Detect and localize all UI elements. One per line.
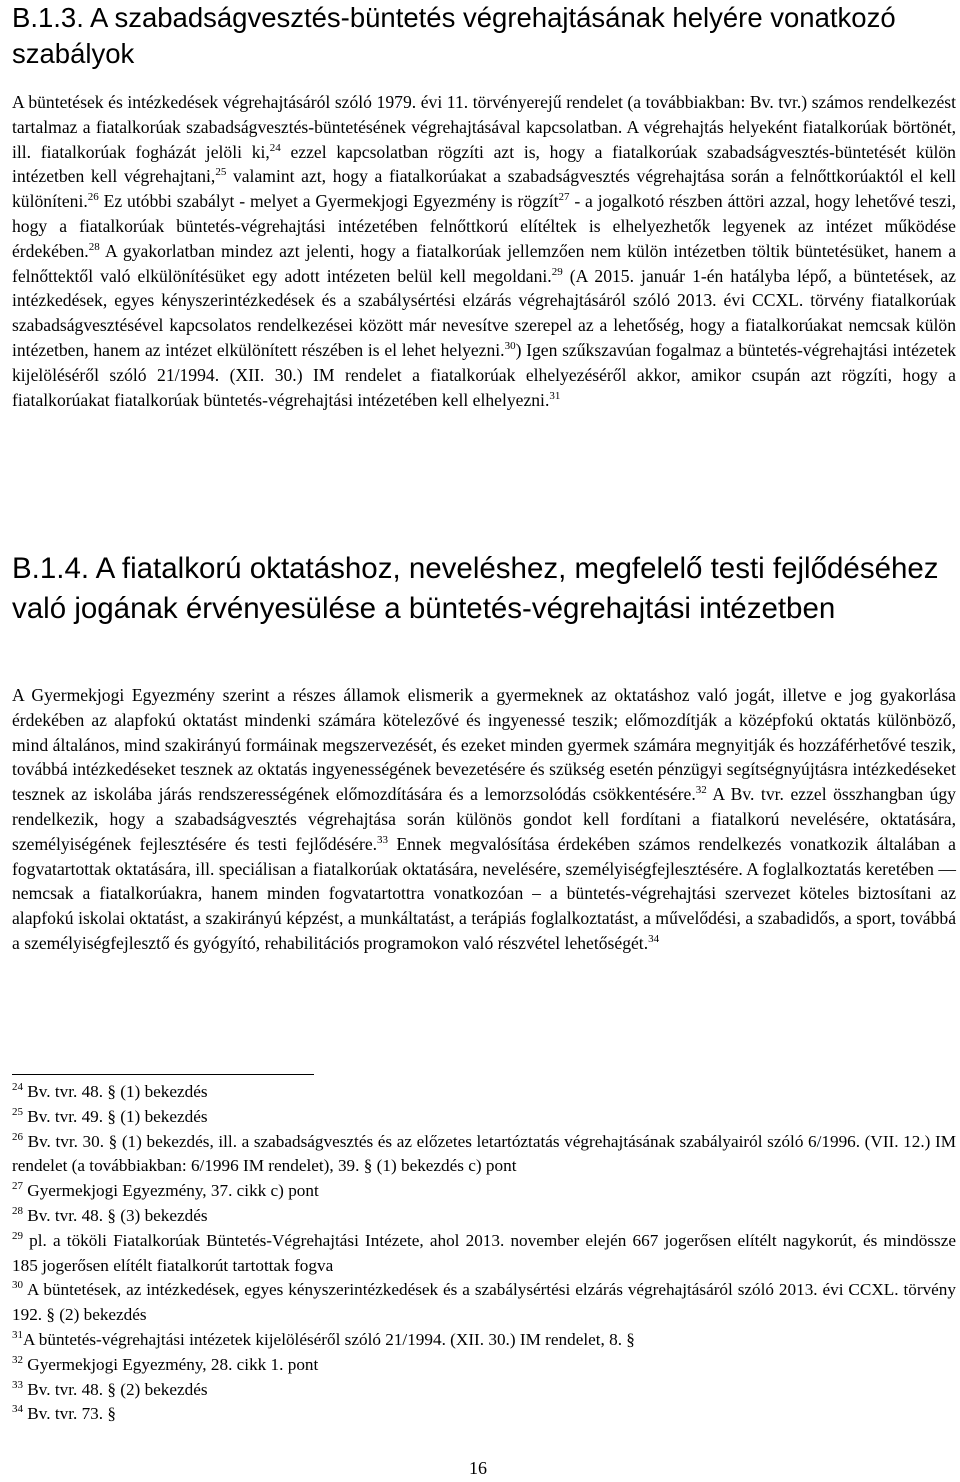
footnote-ref[interactable]: 25 — [215, 166, 227, 179]
footnote-number: 33 — [12, 1378, 23, 1391]
footnote-number: 26 — [12, 1130, 23, 1143]
footnote-item — [12, 1179, 956, 1204]
footnote-item — [12, 1278, 956, 1328]
footnote-text: A büntetések, az intézkedések, egyes kényszerintézkedések és a szabálysértési elzárás végrehajtásáról szóló 2013. évi CCXL. törvény 192. § (2) bekezdés — [12, 1280, 956, 1325]
footnote-text: Gyermekjogi Egyezmény, 28. cikk 1. pont — [23, 1354, 319, 1374]
footnote-item — [12, 1105, 956, 1130]
footnote-text: Bv. tvr. 48. § (3) bekezdés — [23, 1205, 208, 1225]
footnote-ref[interactable]: 29 — [551, 265, 563, 278]
paragraph-text: ezzel kapcsolatban rögzíti azt is, hogy a fiatalkorúak szabadságvesztés-büntetését külön intézetben kell végrehajtani, — [12, 141, 956, 187]
paragraph-text: (A 2015. január 1-én hatályba lépő, a büntetések, az intézkedések, egyes kényszerintézkedések és a szabálysértési elzárás végrehajtásáról szóló 2013. évi CCXL. törvény fiatalkorúak szabadságvesztésével kapcsolatos rendelkezései között már nevesítve szerepel az a lehetőség, hogy a fiatalkorúakat nemcsak külön intézetben, hanem az intézet elkülönített részében is el lehet helyezni. — [12, 265, 956, 360]
section-paragraph-b-1-3 — [12, 90, 956, 412]
footnote-number: 32 — [12, 1353, 23, 1366]
footnote-number: 31 — [12, 1328, 23, 1341]
footnote-number: 34 — [12, 1403, 23, 1416]
section-heading-b-1-3: B.1.3. A szabadságvesztés-büntetés végrehajtásának helyére vonatkozó szabályok — [12, 2, 896, 69]
paragraph-text: ) Igen szűkszavúan fogalmaz a büntetés-végrehajtási intézetek kijelöléséről szóló 21/1994. (XII. 30.) IM rendelet a fiatalkorúak elhelyezéséről akkor, amikor csupán azt rögzíti, hogy a fiatalkorúakat fiatalkorúak büntetés-végrehajtási intézetében kell elhelyezni. — [12, 339, 956, 410]
footnote-text: Bv. tvr. 48. § (1) bekezdés — [23, 1082, 208, 1101]
paragraph-text: - a jogalkotó részben áttöri azzal, hogy lehetővé teszi, hogy a fiatalkorúak büntetés-végrehajtási intézetében felnőttkorú elítéltek is elhelyezhetők legyenek az intézet működése érdekében. — [12, 191, 956, 261]
footnote-number: 24 — [12, 1081, 23, 1093]
footnote-text: Gyermekjogi Egyezmény, 37. cikk c) pont — [23, 1181, 319, 1201]
footnote-text: Bv. tvr. 49. § (1) bekezdés — [23, 1106, 208, 1126]
paragraph-text: A Gyermekjogi Egyezmény szerint a részes államok elismerik a gyermeknek az oktatáshoz való jogát, illetve e jog gyakorlása érdekében az alapfokú oktatást mindenki számára kötelezővé és ingyenessé teszik; előmozdítják a középfokú oktatás különböző, mind általános, mind szakirányú formáinak megszervezését, és ezeket minden gyermek számára megnyitják és hozzáférhetővé teszik, továbbá intézkedéseket tesznek az oktatás ingyenességének bevezetésére és szükség esetén pénzügyi segítségnyújtásra intézkedéseket tesznek az iskolába járás rendszerességének előmozdítására és a lemorzsolódás csökkentésére. — [12, 685, 956, 805]
footnote-text: A büntetés-végrehajtási intézetek kijelöléséről szóló 21/1994. (XII. 30.) IM rendelet, 8. § — [23, 1329, 635, 1349]
footnote-ref[interactable]: 32 — [695, 784, 707, 797]
footnote-text: Bv. tvr. 48. § (2) bekezdés — [23, 1379, 208, 1399]
page-number: 16 — [469, 1458, 487, 1478]
footnote-item — [12, 1402, 956, 1427]
footnote-text: Bv. tvr. 73. § — [23, 1404, 116, 1424]
footnote-number: 29 — [12, 1229, 23, 1242]
paragraph-text: Ennek megvalósítása érdekében számos rendelkezés vonatkozik általában a fogvatartottak oktatására, ill. speciálisan a fiatalkorúak oktatására, nevelésére, személyiségfejlesztésére. A foglalkoztatás keretében — nemcsak a fiatalkorúakra, hanem minden fogvatartottra vonatkozóan – a büntetés-végrehajtási szervezet köteles biztosítani az alapfokú iskolai oktatást, a szakirányú képzést, a munkáltatást, a terápiás foglalkoztatást, a művelődési, a szabadidős, a sport, továbbá a személyiségfejlesztő és gyógyító, rehabilitációs programokon való részvétel lehetőségét. — [12, 833, 956, 953]
footnote-item — [12, 1130, 956, 1180]
footnote-item — [12, 1229, 956, 1279]
footnote-text: Bv. tvr. 30. § (1) bekezdés, ill. a szabadságvesztés és az előzetes letartóztatás végrehajtásának szabályairól szóló 6/1996. (VII. 12.) IM rendelet (a továbbiakban: 6/1996 IM rendelet), 39. § (1) bekezdés c) pont — [12, 1131, 956, 1176]
footnote-number: 25 — [12, 1105, 23, 1118]
paragraph-text: A Bv. tvr. ezzel összhangban úgy rendelkezik, hogy a szabadságvesztés végrehajtása során különös gondot kell fordítani a fiatalkorú nevelésére, oktatására, személyiségének fejlesztésére és testi fejlődésére. — [12, 784, 956, 854]
section-heading-b-1-4: B.1.4. A fiatalkorú oktatáshoz, neveléshez, megfelelő testi fejlődéséhez való jogának érvényesülése a büntetés-végrehajtási intézetben — [12, 552, 939, 625]
footnote-number: 30 — [12, 1279, 23, 1292]
footnote-separator — [12, 1074, 314, 1075]
footnote-ref[interactable]: 24 — [269, 141, 281, 154]
footnote-item — [12, 1328, 956, 1353]
section-paragraph-b-1-4 — [12, 683, 956, 956]
footnote-number: 28 — [12, 1204, 23, 1217]
footnote-text: pl. a tököli Fiatalkorúak Büntetés-Végrehajtási Intézete, ahol 2013. november elején 667 jogerősen elítélt nagykorút, és mindössze 185 jogerősen elítélt fiatalkorút tartottak fogva — [12, 1230, 956, 1275]
footnote-ref[interactable]: 27 — [558, 191, 570, 204]
paragraph-text: valamint azt, hogy a fiatalkorúakat a szabadságvesztés végrehajtása során a felnőttkorúaktól el kell különíteni. — [12, 166, 956, 212]
footnote-ref[interactable]: 34 — [648, 932, 660, 945]
paragraph-text: A gyakorlatban mindez azt jelenti, hogy a fiatalkorúak jellemzően nem külön intézetben töltik büntetésüket, hanem a felnőttektől való elkülönítésüket egy adott intézeten belül kell megoldani. — [12, 240, 956, 286]
footnote-item — [12, 1378, 956, 1403]
footnote-ref[interactable]: 31 — [549, 389, 561, 402]
footnote-item — [12, 1204, 956, 1229]
footnote-ref[interactable]: 33 — [377, 833, 389, 846]
footnote-item — [12, 1353, 956, 1378]
paragraph-text: Ez utóbbi szabályt - melyet a Gyermekjogi Egyezmény is rögzít — [98, 191, 559, 212]
footnote-list — [12, 1080, 956, 1427]
footnote-ref[interactable]: 26 — [87, 191, 99, 204]
footnote-ref[interactable]: 30 — [504, 339, 516, 352]
footnote-ref[interactable]: 28 — [88, 240, 100, 253]
footnote-item — [12, 1080, 956, 1105]
paragraph-text: A büntetések és intézkedések végrehajtásáról szóló 1979. évi 11. törvényerejű rendelet (a továbbiakban: Bv. tvr.) számos rendelkezést tartalmaz a fiatalkorúak szabadságvesztés-büntetésének végrehajtásával kapcsolatban. A végrehajtás helyeként fiatalkorúak börtönét, ill. fiatalkorúak fogházát jelöli ki, — [12, 92, 956, 162]
footnote-number: 27 — [12, 1180, 23, 1193]
